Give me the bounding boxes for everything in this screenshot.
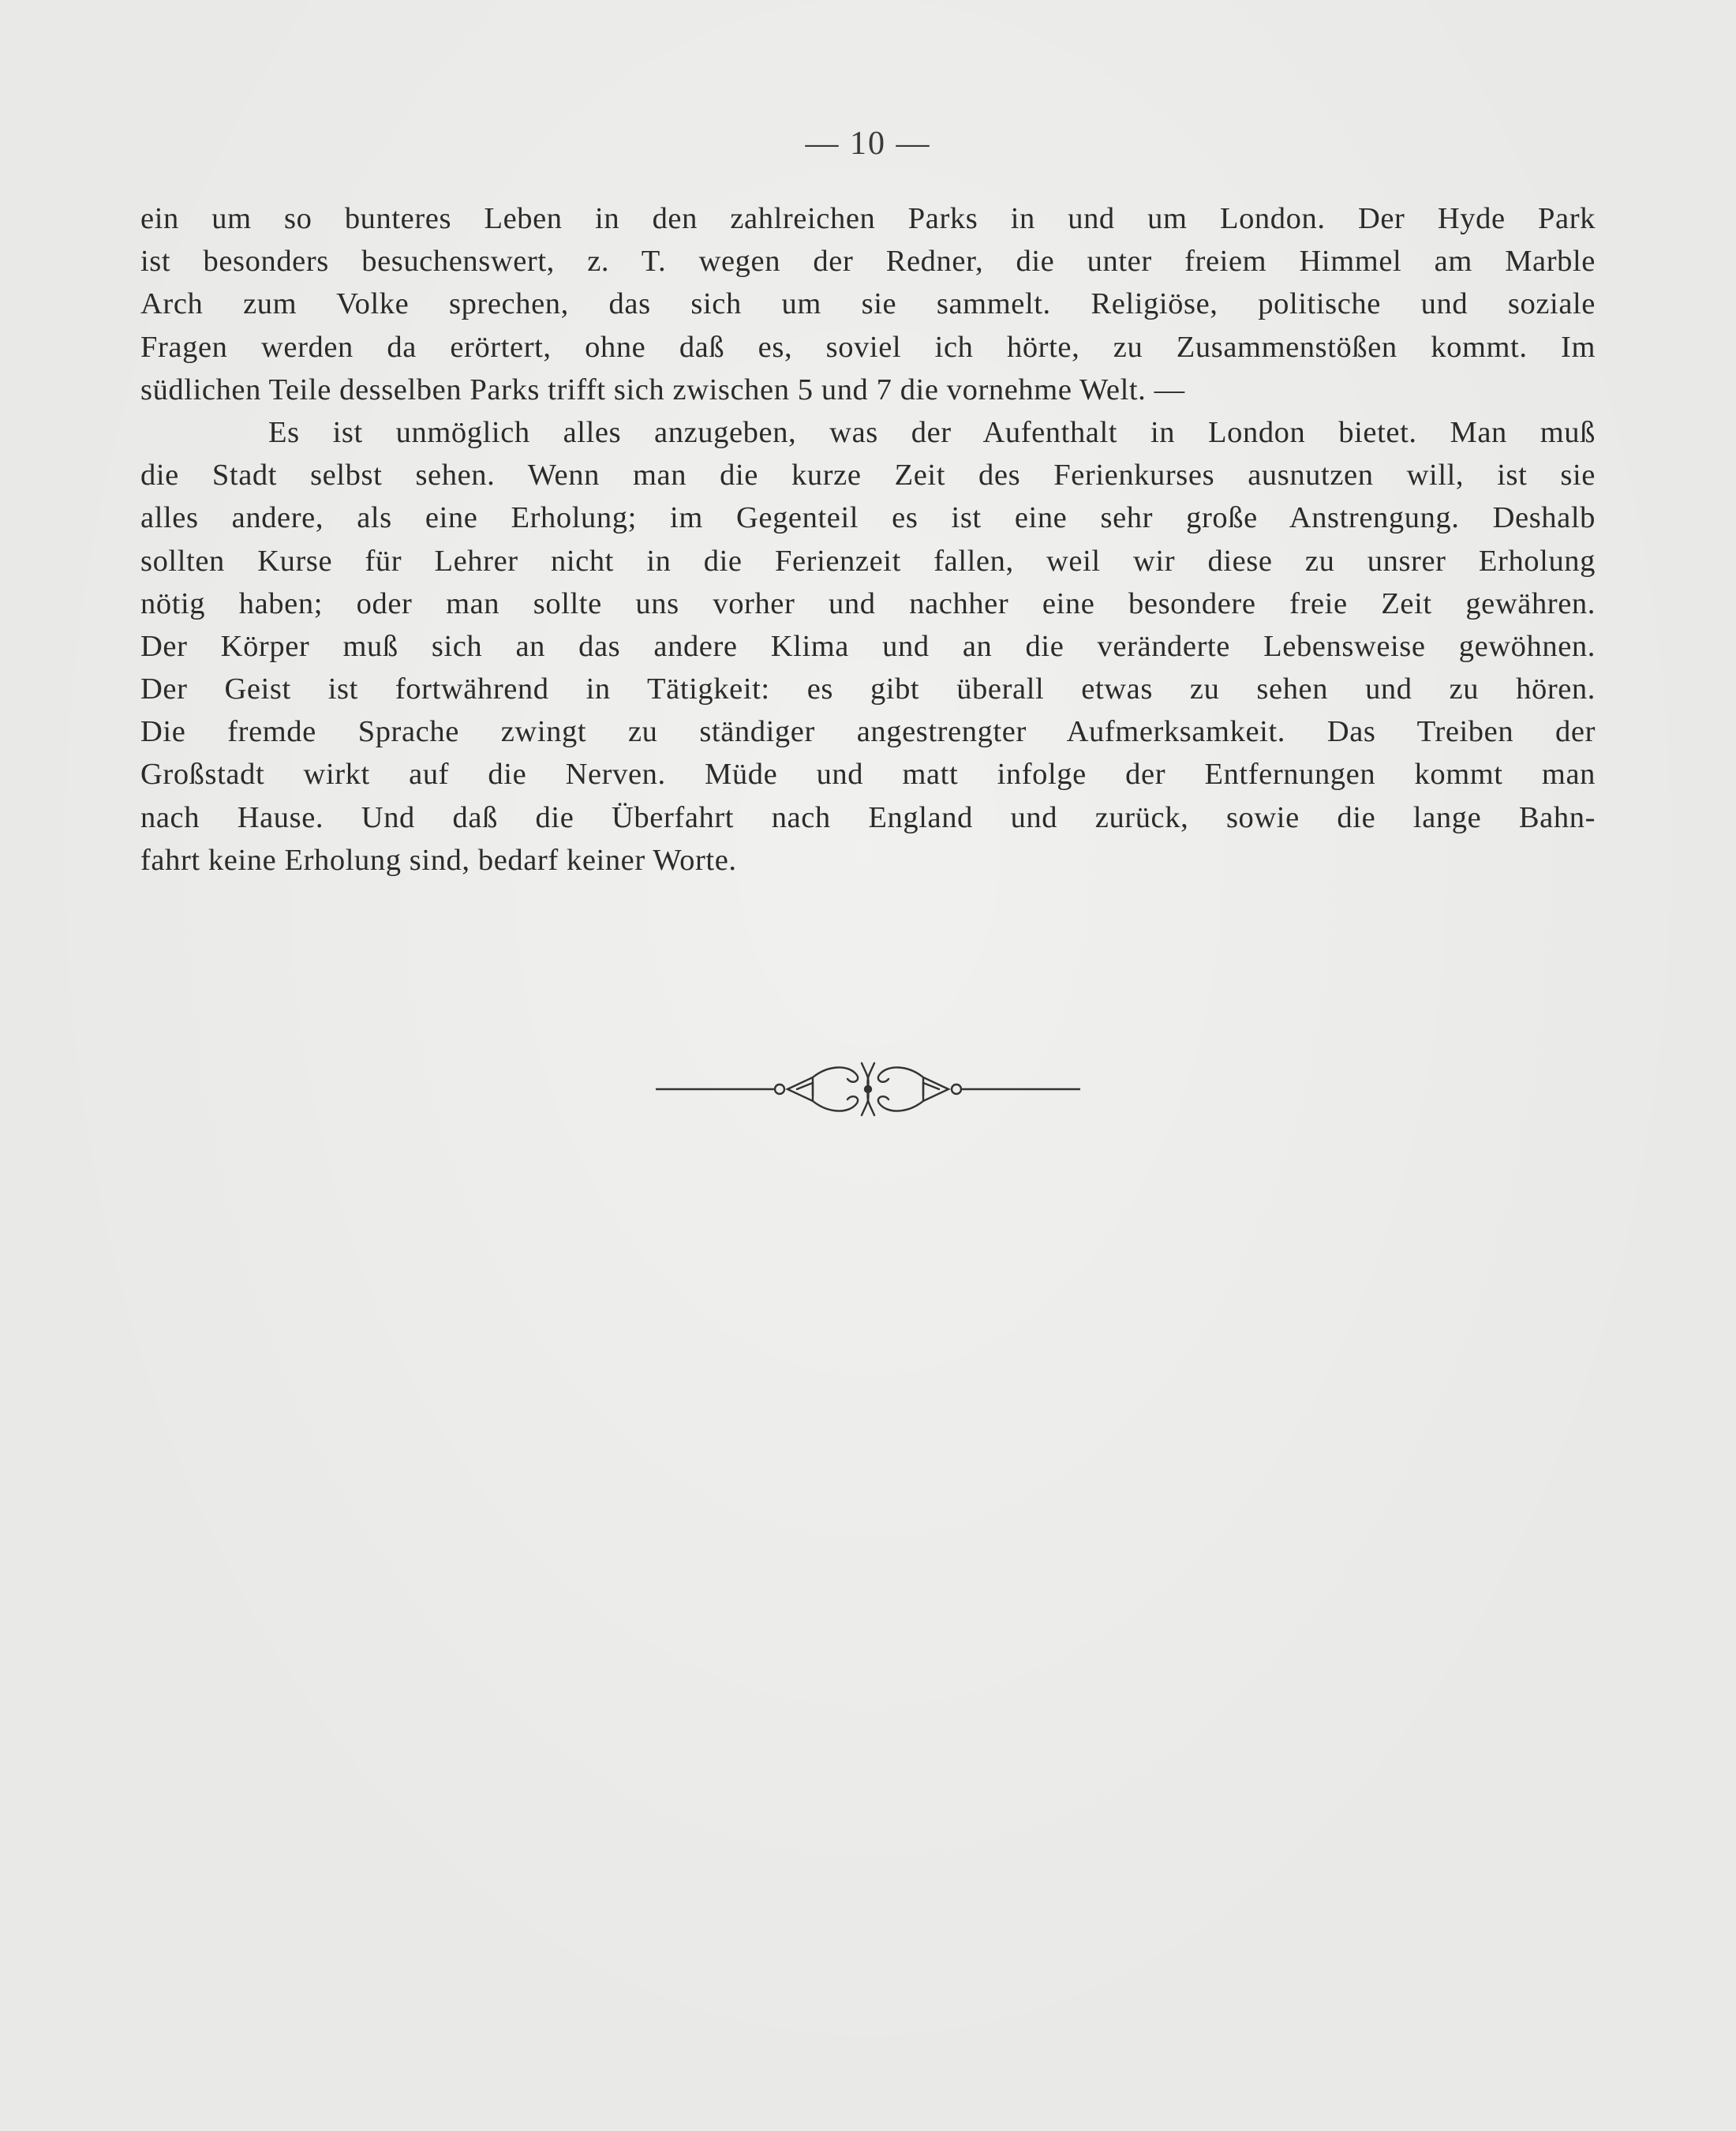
paragraph-1 xyxy=(140,197,1596,411)
text-line: sollten Kurse für Lehrer nicht in die Ferienzeit fallen, weil wir diese zu unsrer Erholung xyxy=(140,544,1596,578)
text-line: nach Hause. Und daß die Überfahrt nach England und zurück, sowie die lange Bahn- xyxy=(140,800,1596,834)
page-number: — 10 — xyxy=(805,125,931,162)
text-line: Der Körper muß sich an das andere Klima und an die veränderte Lebensweise gewöhnen. xyxy=(140,629,1596,663)
text-line: Großstadt wirkt auf die Nerven. Müde und matt infolge der Entfernungen kommt man xyxy=(140,758,1596,792)
text-line: ist besonders besuchenswert, z. T. wegen der Redner, die unter freiem Himmel am Marble xyxy=(140,245,1596,279)
text-line: Arch zum Volke sprechen, das sich um sie sammelt. Religiöse, politische und soziale xyxy=(140,287,1596,321)
text-line: ein um so bunteres Leben in den zahlreichen Parks in und um London. Der Hyde Park xyxy=(140,202,1596,235)
text-line: südlichen Teile desselben Parks trifft sich zwischen 5 und 7 die vornehme Welt. — xyxy=(140,373,1185,406)
body-text xyxy=(140,197,1596,882)
text-line: Der Geist ist fortwährend in Tätigkeit: es gibt überall etwas zu sehen und zu hören. xyxy=(140,672,1596,706)
text-line: Die fremde Sprache zwingt zu ständiger angestrengter Aufmerksamkeit. Das Treiben der xyxy=(140,715,1596,749)
paragraph-2 xyxy=(140,411,1596,882)
scroll-divider-icon xyxy=(655,1054,1081,1125)
text-line: nötig haben; oder man sollte uns vorher und nachher eine besondere freie Zeit gewähren. xyxy=(140,586,1596,620)
text-line: fahrt keine Erholung sind, bedarf keiner Worte. xyxy=(140,843,737,877)
text-line: Fragen werden da erörtert, ohne daß es, soviel ich hörte, zu Zusammenstößen kommt. Im xyxy=(140,330,1596,364)
text-line: Es ist unmöglich alles anzugeben, was der Aufenthalt in London bietet. Man muß xyxy=(268,415,1596,449)
text-line: die Stadt selbst sehen. Wenn man die kurze Zeit des Ferienkurses ausnutzen will, ist sie xyxy=(140,459,1596,492)
text-line: alles andere, als eine Erholung; im Gegenteil es ist eine sehr große Anstrengung. Deshalb xyxy=(140,501,1596,535)
